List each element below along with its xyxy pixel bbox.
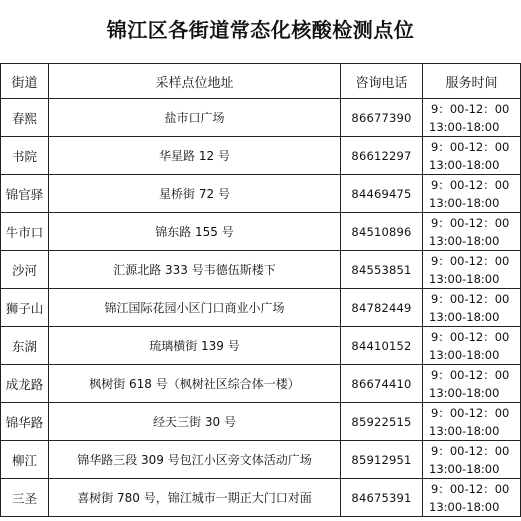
cell-phone: 86677390 [341,99,423,137]
cell-hours [423,213,521,251]
table-row [1,137,521,175]
table-row [1,289,521,327]
cell-phone: 86612297 [341,137,423,175]
cell-hours [423,479,521,517]
cell-hours [423,365,521,403]
header-address: 采样点位地址 [49,64,341,99]
table-row [1,99,521,137]
table-row [1,327,521,365]
hours-afternoon: 13:00-18:00 [429,309,500,324]
cell-phone: 84410152 [341,327,423,365]
table-row [1,441,521,479]
cell-hours [423,251,521,289]
cell-district: 三圣 [1,479,49,517]
hours-afternoon: 13:00-18:00 [429,195,500,210]
cell-phone: 84469475 [341,175,423,213]
cell-address: 琉璃横街 139 号 [49,327,341,365]
cell-address: 经天三街 30 号 [49,403,341,441]
cell-phone: 86674410 [341,365,423,403]
hours-morning: 9：00-12：00 [431,367,510,382]
cell-hours [423,137,521,175]
hours-morning: 9：00-12：00 [431,101,510,116]
cell-phone: 84510896 [341,213,423,251]
cell-address: 星桥街 72 号 [49,175,341,213]
cell-phone: 85922515 [341,403,423,441]
cell-phone: 84553851 [341,251,423,289]
table-row [1,251,521,289]
hours-afternoon: 13:00-18:00 [429,499,500,514]
cell-hours [423,327,521,365]
hours-morning: 9：00-12：00 [431,443,510,458]
hours-morning: 9：00-12：00 [431,329,510,344]
cell-district: 春熙 [1,99,49,137]
header-district: 街道 [1,64,49,99]
cell-district: 锦华路 [1,403,49,441]
hours-afternoon: 13:00-18:00 [429,385,500,400]
cell-address: 锦江国际花园小区门口商业小广场 [49,289,341,327]
table-row [1,175,521,213]
table-row [1,213,521,251]
cell-district: 成龙路 [1,365,49,403]
header-phone: 咨询电话 [341,64,423,99]
hours-afternoon: 13:00-18:00 [429,157,500,172]
cell-hours [423,289,521,327]
cell-phone: 85912951 [341,441,423,479]
cell-address: 喜树街 780 号，锦江城市一期正大门口对面 [49,479,341,517]
cell-phone: 84675391 [341,479,423,517]
hours-morning: 9：00-12：00 [431,215,510,230]
cell-district: 书院 [1,137,49,175]
cell-district: 东湖 [1,327,49,365]
cell-hours [423,99,521,137]
table-header-row [1,64,521,99]
cell-district: 锦官驿 [1,175,49,213]
cell-phone: 84782449 [341,289,423,327]
hours-afternoon: 13:00-18:00 [429,271,500,286]
table-row [1,403,521,441]
hours-afternoon: 13:00-18:00 [429,119,500,134]
hours-afternoon: 13:00-18:00 [429,461,500,476]
hours-morning: 9：00-12：00 [431,291,510,306]
hours-afternoon: 13:00-18:00 [429,233,500,248]
table-row [1,365,521,403]
hours-morning: 9：00-12：00 [431,405,510,420]
hours-morning: 9：00-12：00 [431,253,510,268]
cell-address: 枫树街 618 号（枫树社区综合体一楼） [49,365,341,403]
cell-district: 牛市口 [1,213,49,251]
cell-hours [423,441,521,479]
cell-district: 柳江 [1,441,49,479]
cell-hours [423,403,521,441]
hours-afternoon: 13:00-18:00 [429,423,500,438]
hours-morning: 9：00-12：00 [431,481,510,496]
cell-district: 沙河 [1,251,49,289]
cell-address: 华星路 12 号 [49,137,341,175]
cell-district: 狮子山 [1,289,49,327]
cell-hours [423,175,521,213]
testing-sites-table [0,63,521,517]
cell-address: 盐市口广场 [49,99,341,137]
header-hours: 服务时间 [423,64,521,99]
cell-address: 汇源北路 333 号韦德伍斯楼下 [49,251,341,289]
hours-afternoon: 13:00-18:00 [429,347,500,362]
table-row [1,479,521,517]
page-title: 锦江区各街道常态化核酸检测点位 [106,18,415,42]
hours-morning: 9：00-12：00 [431,139,510,154]
hours-morning: 9：00-12：00 [431,177,510,192]
cell-address: 锦东路 155 号 [49,213,341,251]
cell-address: 锦华路三段 309 号包江小区旁文体活动广场 [49,441,341,479]
